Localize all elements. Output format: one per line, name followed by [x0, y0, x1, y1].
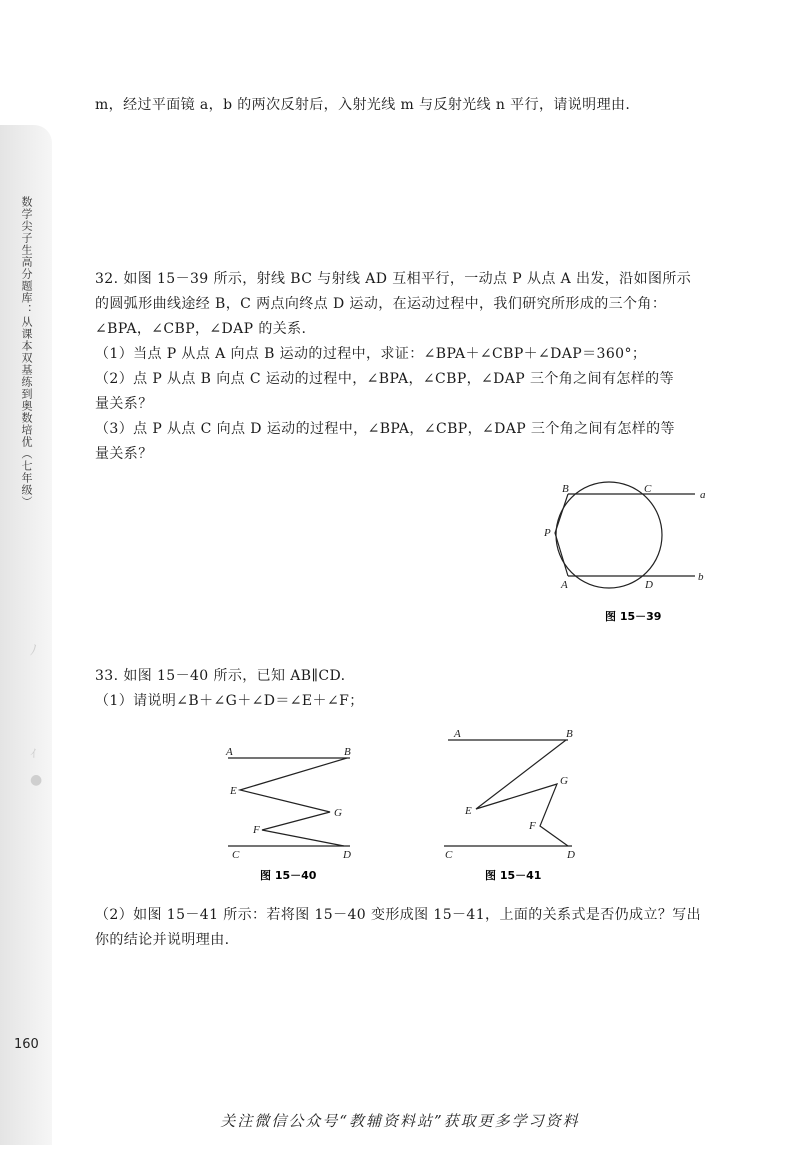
segment-pb-pa — [555, 494, 568, 576]
figure-15-40-diagram — [222, 742, 362, 884]
label-d: D — [567, 849, 575, 861]
question-31-tail — [95, 93, 720, 118]
figure-15-41 — [440, 724, 590, 884]
watermark-mark: ● — [30, 772, 43, 788]
label-a: A — [454, 728, 461, 740]
text-line: 33. 如图 15－40 所示，已知 AB∥CD. — [95, 668, 346, 684]
question-32-part-2: （2）点 P 从点 B 向点 C 运动的过程中，∠BPA，∠CBP，∠DAP 三个角之间有怎样的等 — [95, 371, 674, 387]
label-a-ray: a — [700, 489, 706, 501]
watermark-mark: ﾉ — [30, 643, 37, 659]
label-c: C — [644, 483, 652, 495]
figure-caption: 图 15－39 — [605, 610, 662, 623]
label-b: B — [566, 728, 573, 740]
text-line: 量关系？ — [95, 396, 153, 412]
label-c: C — [445, 849, 453, 861]
figure-caption: 图 15－41 — [485, 869, 542, 882]
label-a: A — [561, 579, 568, 591]
label-a: A — [226, 746, 233, 758]
watermark-mark: ｨ — [30, 745, 37, 761]
label-d: D — [343, 849, 351, 861]
label-g: G — [560, 775, 568, 787]
label-b: B — [344, 746, 351, 758]
question-32-part-1: （1）当点 P 从点 A 向点 B 运动的过程中，求证：∠BPA＋∠CBP＋∠DAP＝360°； — [95, 346, 647, 362]
question-32 — [95, 267, 720, 467]
label-e: E — [230, 785, 237, 797]
text-line: 量关系？ — [95, 446, 153, 462]
footer-note: 关注微信公众号“教辅资料站”获取更多学习资料 — [220, 1112, 580, 1130]
figure-caption: 图 15－40 — [260, 869, 317, 882]
label-b-ray: b — [698, 571, 704, 583]
text-line: 的圆弧形曲线途经 B，C 两点向终点 D 运动，在运动过程中，我们研究所形成的三个角： — [95, 296, 667, 312]
label-f: F — [253, 824, 260, 836]
figure-15-39-diagram — [535, 478, 725, 628]
text-line: m，经过平面镜 a，b 的两次反射后，入射光线 m 与反射光线 n 平行，请说明理由. — [95, 97, 631, 113]
figure-15-41-diagram — [440, 724, 590, 884]
question-33-part-2 — [95, 903, 720, 953]
label-g: G — [334, 807, 342, 819]
arc-curve — [556, 482, 662, 588]
question-33-part-1: （1）请说明∠B＋∠G＋∠D＝∠E＋∠F； — [95, 693, 364, 709]
figure-15-40 — [222, 742, 362, 884]
label-f: F — [529, 820, 536, 832]
text-line: ∠BPA，∠CBP，∠DAP 的关系. — [95, 321, 307, 337]
label-b: B — [562, 483, 569, 495]
text-line: 32. 如图 15－39 所示，射线 BC 与射线 AD 互相平行，一动点 P 从点 A 出发，沿如图所示 — [95, 271, 692, 287]
page-number: 160 — [14, 1037, 39, 1052]
figure-15-39 — [535, 478, 725, 628]
text-line: 你的结论并说明理由. — [95, 932, 230, 948]
question-33 — [95, 664, 720, 714]
question-32-part-3: （3）点 P 从点 C 向点 D 运动的过程中，∠BPA，∠CBP，∠DAP 三个角之间有怎样的等 — [95, 421, 675, 437]
book-title-vertical: 数学尖子生高分题库：从课本双基练到奥数培优（七年级） — [20, 196, 33, 508]
label-c: C — [232, 849, 240, 861]
text-line: （2）如图 15－41 所示：若将图 15－40 变形成图 15－41，上面的关系式是否仍成立？写出 — [95, 907, 702, 923]
label-d: D — [645, 579, 653, 591]
label-p: P — [544, 527, 551, 539]
zigzag-path — [476, 740, 568, 846]
label-e: E — [465, 805, 472, 817]
